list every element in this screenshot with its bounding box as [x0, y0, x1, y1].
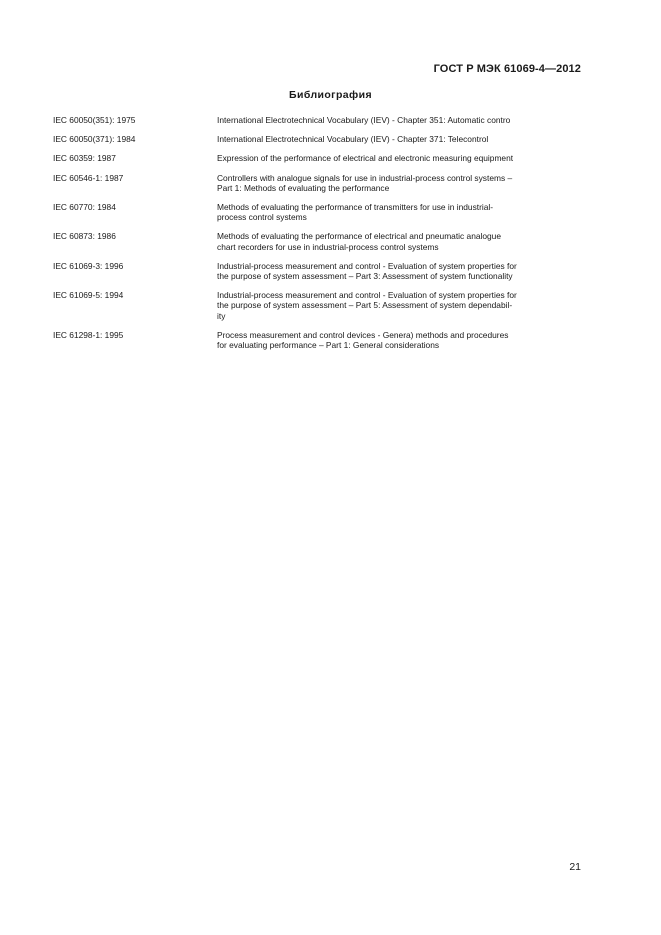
bibliography-entry-title-line: the purpose of system assessment – Part 5: Assessment of system dependabil-: [217, 300, 513, 311]
bibliography-entry-title-line: ity: [217, 310, 226, 321]
bibliography-entry-title: [217, 202, 583, 222]
bibliography-entry: [53, 330, 583, 350]
bibliography-entry-reference: IEC 60873: 1986: [53, 231, 116, 242]
bibliography-entry-title-line: the purpose of system assessment – Part 3: Assessment of system functionality: [217, 271, 513, 282]
bibliography-entry-reference: IEC 60546-1: 1987: [53, 172, 124, 183]
bibliography-entry-reference: IEC 61069-5: 1994: [53, 290, 124, 301]
bibliography-entry: [53, 202, 583, 222]
bibliography-entry-reference: IEC 60050(351): 1975: [53, 115, 136, 125]
bibliography-entry-title: [217, 330, 583, 350]
bibliography-entry-title-line: Methods of evaluating the performance of transmitters for use in industrial-: [217, 202, 494, 213]
bibliography-entry-reference: IEC 60359: 1987: [53, 153, 116, 164]
bibliography-entry: [53, 261, 583, 281]
bibliography-entry-title-line: Controllers with analogue signals for use in industrial-process control systems –: [217, 172, 513, 183]
bibliography-entry: [53, 231, 583, 251]
bibliography-entry-title-line: International Electrotechnical Vocabulary (IEV) - Chapter 351: Automatic contro: [217, 115, 511, 125]
bibliography-entry: [53, 173, 583, 193]
bibliography-entry-title-line: Process measurement and control devices - Genera) methods and procedures: [217, 329, 509, 340]
bibliography-entry-title-line: for evaluating performance – Part 1: General considerations: [217, 340, 440, 351]
bibliography-list: [53, 115, 583, 359]
bibliography-title: Библиография: [289, 89, 372, 101]
bibliography-entry-reference: IEC 60050(371): 1984: [53, 134, 136, 145]
bibliography-entry-title: [217, 290, 583, 321]
bibliography-entry: [53, 134, 583, 144]
bibliography-entry-title: [217, 115, 583, 125]
bibliography-entry-title-line: Part 1: Methods of evaluating the performance: [217, 182, 390, 193]
bibliography-entry: [53, 290, 583, 321]
bibliography-entry-title: [217, 134, 583, 144]
bibliography-entry: [53, 153, 583, 163]
bibliography-entry-title: [217, 231, 583, 251]
bibliography-entry-title-line: International Electrotechnical Vocabulary (IEV) - Chapter 371: Telecontrol: [217, 134, 489, 145]
page-number: 21: [569, 861, 581, 873]
bibliography-entry-title-line: Industrial-process measurement and control - Evaluation of system properties for: [217, 260, 517, 271]
bibliography-entry-title-line: Methods of evaluating the performance of electrical and pneumatic analogue: [217, 231, 501, 242]
bibliography-entry-title: [217, 261, 583, 281]
bibliography-entry: [53, 115, 583, 125]
bibliography-entry-reference: IEC 60770: 1984: [53, 202, 116, 213]
bibliography-entry-title: [217, 153, 583, 163]
bibliography-entry-title-line: Expression of the performance of electrical and electronic measuring equipment: [217, 153, 514, 164]
document-code: ГОСТ Р МЭК 61069-4—2012: [433, 63, 581, 75]
bibliography-entry-reference: IEC 61298-1: 1995: [53, 329, 124, 340]
bibliography-entry-reference: IEC 61069-3: 1996: [53, 260, 124, 271]
bibliography-entry-title-line: process control systems: [217, 212, 307, 223]
bibliography-entry-title-line: Industrial-process measurement and control - Evaluation of system properties for: [217, 290, 517, 301]
bibliography-entry-title-line: chart recorders for use in industrial-process control systems: [217, 241, 439, 252]
bibliography-entry-title: [217, 173, 583, 193]
